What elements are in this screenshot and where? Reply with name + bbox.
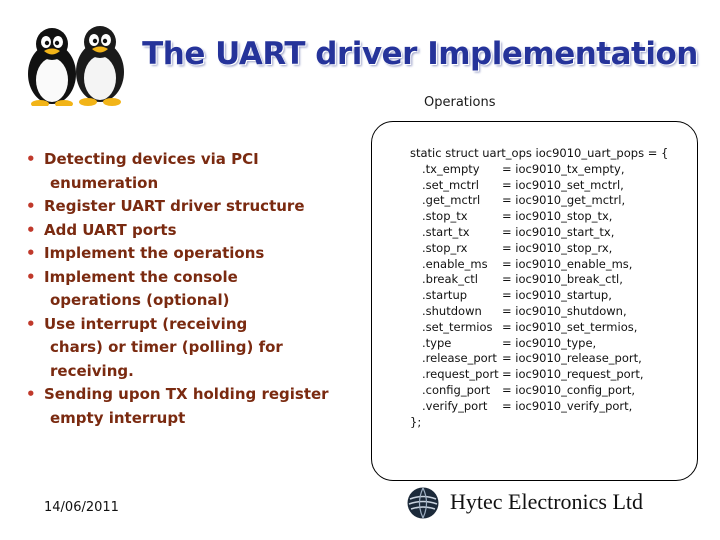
code-field-name: .stop_rx <box>422 240 468 255</box>
code-listing <box>410 146 668 430</box>
code-field-row <box>410 162 668 178</box>
code-field-name: .break_ctl <box>422 272 478 287</box>
bullet-item: • Sending upon TX holding register empty interrupt <box>26 385 329 427</box>
bullet-dot: • <box>26 314 36 333</box>
code-field-value: = ioc9010_get_mctrl, <box>502 193 626 208</box>
code-section-subtitle: Operations <box>424 95 496 110</box>
bullet-item: • Use interrupt (receiving chars) or timer (polling) for receiving. <box>26 314 283 380</box>
code-field-row <box>410 257 668 273</box>
code-field-value: = ioc9010_enable_ms, <box>502 256 633 271</box>
bullet-item: • Register UART driver structure <box>26 195 346 219</box>
tux-penguins-icon <box>14 18 134 106</box>
code-footer: }; <box>410 414 422 429</box>
bullet-dot: • <box>26 150 36 168</box>
code-field-name: .release_port <box>422 351 497 366</box>
code-field-value: = ioc9010_shutdown, <box>502 303 627 318</box>
bullet-dot: • <box>26 244 36 262</box>
code-field-value: = ioc9010_start_tx, <box>502 224 615 239</box>
code-field-value: = ioc9010_startup, <box>502 288 612 303</box>
code-field-name: .shutdown <box>422 303 482 318</box>
code-field-row <box>410 383 668 399</box>
code-header: static struct uart_ops ioc9010_uart_pops = { <box>410 146 669 160</box>
bullet-dot: • <box>26 197 36 215</box>
code-field-row <box>410 367 668 383</box>
bullet-item: • Detecting devices via PCI enumeration <box>26 150 259 192</box>
code-field-name: .verify_port <box>422 398 488 413</box>
code-field-row <box>410 225 668 241</box>
code-field-value: = ioc9010_stop_tx, <box>502 209 613 224</box>
bullet-item: • Add UART ports <box>26 219 346 243</box>
code-field-value: = ioc9010_config_port, <box>502 382 636 397</box>
slide-date: 14/06/2011 <box>44 500 119 515</box>
bullet-dot: • <box>26 267 36 286</box>
company-name: Hytec Electronics Ltd <box>450 489 644 514</box>
code-fields <box>410 162 668 415</box>
bullet-dot: • <box>26 220 36 239</box>
code-field-name: .set_mctrl <box>422 177 479 192</box>
code-field-value: = ioc9010_type, <box>502 335 597 350</box>
code-field-name: .get_mctrl <box>422 193 481 208</box>
code-field-row <box>410 304 668 320</box>
code-field-name: .startup <box>422 288 468 303</box>
code-field-name: .config_port <box>422 382 491 397</box>
code-field-value: = ioc9010_stop_rx, <box>502 240 613 255</box>
code-field-value: = ioc9010_set_termios, <box>502 319 638 334</box>
code-field-name: .start_tx <box>422 224 470 239</box>
code-field-row <box>410 399 668 415</box>
code-field-row <box>410 209 668 225</box>
code-field-row <box>410 320 668 336</box>
code-field-row <box>410 193 668 209</box>
code-field-value: = ioc9010_request_port, <box>502 367 644 382</box>
code-field-name: .enable_ms <box>422 256 488 271</box>
code-field-name: .tx_empty <box>422 161 480 176</box>
bullet-dot: • <box>26 385 36 403</box>
code-field-value: = ioc9010_tx_empty, <box>502 161 625 176</box>
code-field-row <box>410 241 668 257</box>
code-field-value: = ioc9010_break_ctl, <box>502 272 623 287</box>
code-field-value: = ioc9010_verify_port, <box>502 398 633 413</box>
slide-title: The UART driver Implementation <box>142 36 698 72</box>
code-field-name: .set_termios <box>422 319 493 334</box>
code-field-row <box>410 178 668 194</box>
code-field-name: .request_port <box>422 367 499 382</box>
bullet-item: • Implement the console operations (optional) <box>26 267 238 309</box>
code-field-row <box>410 288 668 304</box>
code-field-name: .type <box>422 335 452 350</box>
hytec-globe-logo-icon <box>406 486 440 520</box>
code-field-value: = ioc9010_set_mctrl, <box>502 177 624 192</box>
code-field-row <box>410 336 668 352</box>
bullet-item: • Implement the operations <box>26 242 346 266</box>
code-field-row <box>410 272 668 288</box>
code-field-name: .stop_tx <box>422 209 468 224</box>
code-field-value: = ioc9010_release_port, <box>502 351 642 366</box>
bullet-list <box>26 148 346 430</box>
code-field-row <box>410 351 668 367</box>
